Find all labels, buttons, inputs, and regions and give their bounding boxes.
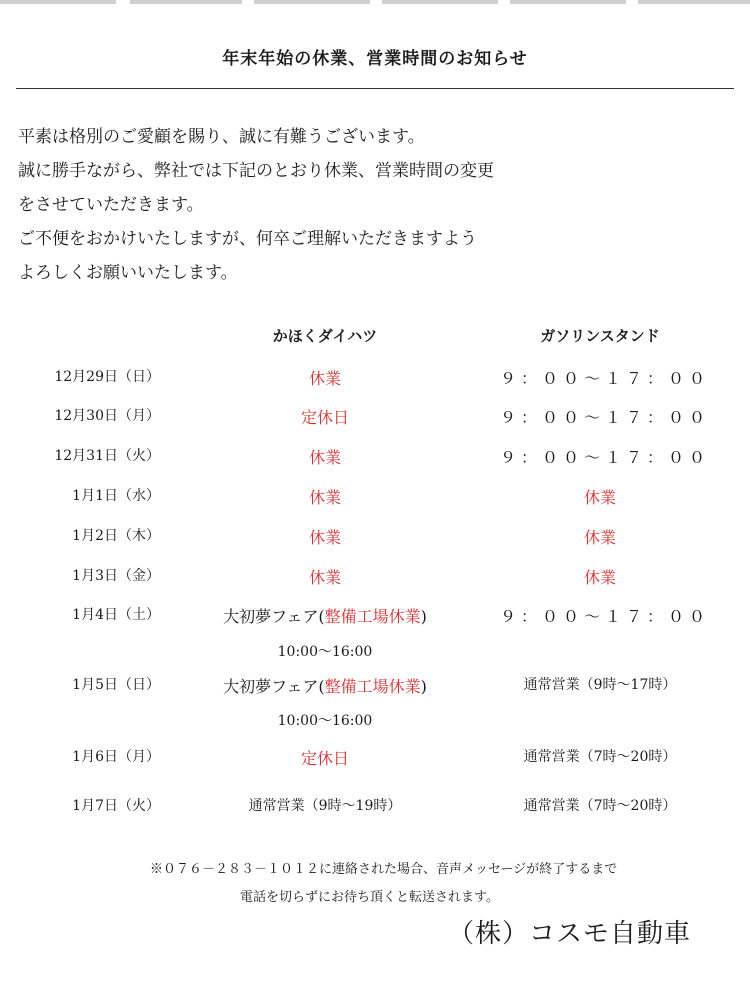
- daihatsu-status-text: 休業: [308, 369, 341, 388]
- daihatsu-status: [220, 604, 430, 627]
- row-date: 12月29日（日）: [54, 369, 160, 385]
- gas-station-status: 休業: [583, 568, 616, 587]
- top-decoration: [0, 0, 750, 8]
- daihatsu-status-text: 休業: [308, 528, 341, 547]
- daihatsu-status-text: 休業: [308, 448, 341, 467]
- schedule-row: [0, 485, 750, 515]
- row-date: 1月6日（月）: [72, 749, 160, 765]
- row-date: 1月5日（日）: [72, 677, 160, 693]
- daihatsu-status-text: 定休日: [300, 749, 349, 768]
- daihatsu-status-text: 休業: [308, 488, 341, 507]
- daihatsu-status: [220, 445, 430, 468]
- daihatsu-status: [220, 405, 430, 428]
- schedule-row: [0, 565, 750, 595]
- fair-label-close: ): [420, 677, 427, 696]
- gas-station-status: 通常営業（9時～17時）: [523, 677, 677, 693]
- schedule-row: [0, 604, 750, 634]
- fair-label: 大初夢フェア(: [223, 607, 325, 626]
- daihatsu-status: [220, 674, 430, 697]
- fair-label: 大初夢フェア(: [223, 677, 325, 696]
- column-header-daihatsu: かほくダイハツ: [272, 327, 378, 345]
- row-date: 12月31日（火）: [54, 448, 160, 464]
- row-date: 12月30日（月）: [54, 408, 160, 424]
- page-title: 年末年始の休業、営業時間のお知らせ: [222, 49, 528, 69]
- schedule-row: [0, 405, 750, 435]
- gas-station-status: ９：００～１７：００: [500, 448, 711, 467]
- schedule-row: [0, 674, 750, 704]
- intro-line: 平素は格別のご愛顧を賜り、誠に有難うございます。: [18, 127, 425, 147]
- row-date: 1月7日（火）: [72, 798, 160, 814]
- gas-station-status: 休業: [583, 528, 616, 547]
- schedule-row: [0, 795, 750, 825]
- intro-line: よろしくお願いいたします。: [18, 263, 238, 283]
- column-header-gas-station: ガソリンスタンド: [540, 327, 660, 345]
- row-date: 1月3日（金）: [72, 568, 160, 584]
- schedule-row: [0, 525, 750, 555]
- intro-line: ご不便をおかけいたしますが、何卒ご理解いただきますよう: [18, 229, 477, 249]
- transfer-note: ※０７６－２８３－１０１２に連絡された場合、音声メッセージが終了するまで: [150, 862, 618, 877]
- fair-label-close: ): [420, 607, 427, 626]
- gas-station-status: ９：００～１７：００: [500, 607, 711, 626]
- gas-station-status: 通常営業（7時～20時）: [523, 798, 677, 814]
- gas-station-status: ９：００～１７：００: [500, 369, 711, 388]
- row-date: 1月2日（木）: [72, 528, 160, 544]
- daihatsu-status-text: 整備工場休業: [324, 607, 421, 626]
- intro-line: 誠に勝手ながら、弊社では下記のとおり休業、営業時間の変更: [18, 161, 494, 181]
- schedule-row: [0, 366, 750, 396]
- fair-hours: 10:00～16:00: [277, 644, 373, 660]
- intro-line: をさせていただきます。: [18, 195, 204, 215]
- gas-station-status: 休業: [583, 488, 616, 507]
- title-divider: [16, 88, 734, 89]
- schedule-row: [0, 445, 750, 475]
- row-date: 1月1日（水）: [72, 488, 160, 504]
- daihatsu-status: 通常営業（9時～19時）: [248, 798, 402, 814]
- daihatsu-status: [220, 485, 430, 508]
- transfer-note: 電話を切らずにお待ち頂くと転送されます。: [240, 890, 499, 905]
- intro-paragraph: [18, 120, 718, 290]
- schedule-row: [0, 746, 750, 776]
- daihatsu-status-text: 整備工場休業: [324, 677, 421, 696]
- gas-station-status: 通常営業（7時～20時）: [523, 749, 677, 765]
- row-date: 1月4日（土）: [72, 607, 160, 623]
- daihatsu-status-text: 定休日: [300, 408, 349, 427]
- daihatsu-status: [220, 565, 430, 588]
- daihatsu-status: [220, 525, 430, 548]
- daihatsu-status: [220, 746, 430, 769]
- daihatsu-status-text: 休業: [308, 568, 341, 587]
- gas-station-status: ９：００～１７：００: [500, 408, 711, 427]
- daihatsu-status: [220, 366, 430, 389]
- company-name: （株）コスモ自動車: [448, 919, 692, 949]
- fair-hours: 10:00～16:00: [277, 713, 373, 729]
